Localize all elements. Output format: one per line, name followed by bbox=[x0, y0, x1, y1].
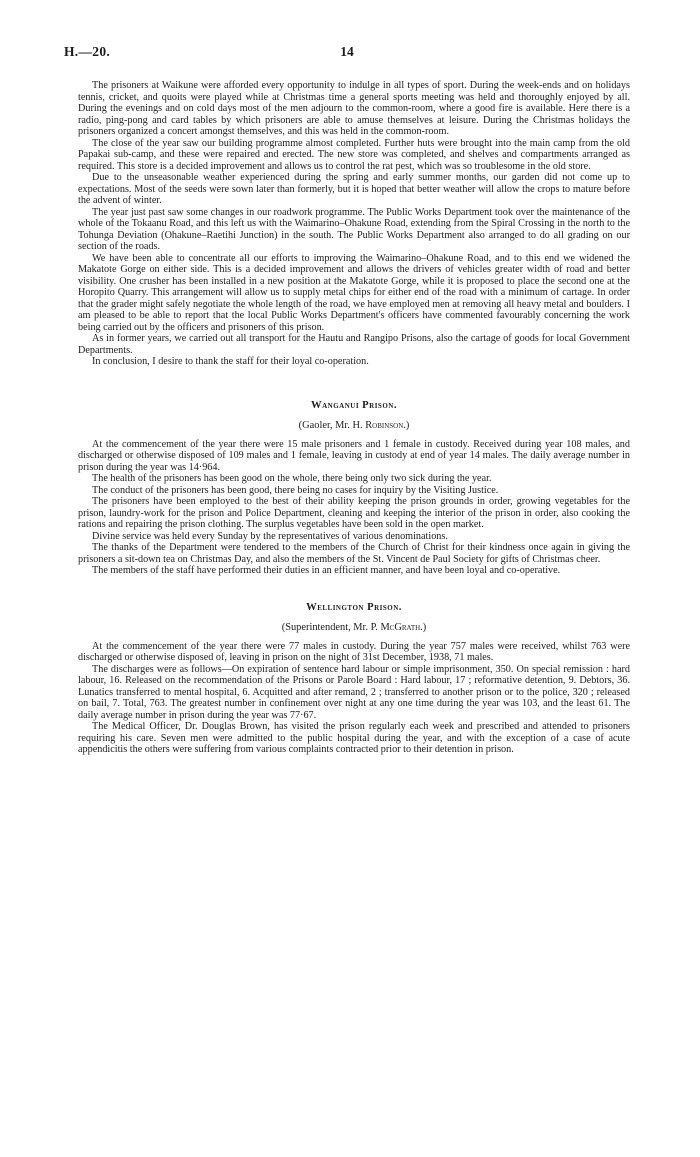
paragraph: The prisoners at Waikune were afforded every opportunity to indulge in all types of sport. During the week-ends and on holidays tennis, cricket, and quoits were played while at Christmas time a general sports meeting was held and thoroughly enjoyed by all. During the evenings and on cold days most of the men adjourn to the common-room, where a good fire is available. Here there is a radio, ping-pong and card tables by which prisoners are able to amuse themselves at leisure. During the Christmas holidays the prisoners organized a concert amongst themselves, and this was held in the common-room. bbox=[78, 80, 630, 137]
paragraph: The conduct of the prisoners has been good, there being no cases for inquiry by the Visiting Justice. bbox=[92, 484, 499, 496]
paragraph: The health of the prisoners has been good on the whole, there being only two sick during the year. bbox=[92, 473, 492, 484]
subtitle-suffix: .) bbox=[403, 419, 410, 431]
title-spacer bbox=[78, 614, 630, 621]
section-title: Wanganui Prison. bbox=[311, 399, 397, 411]
paragraph: The year just past saw some changes in our roadwork programme. The Public Works Department took over the maintenance of the whole of the Tokaanu Road, and this left us with the Waimarino–Ohakune Road, extending from the Spiral Crossing in the north to the Tohunga Deviation (Ohakune–Raetihi Junction) in the south. The Public Works Department also arranged to do all grading on our section of the roads. bbox=[78, 206, 630, 252]
paragraph: We have been able to concentrate all our efforts to improving the Waimarino–Ohakune Road, and to this end we widened the Makatote Gorge on either side. This is a decided improvement and allows the drivers of vehicles greater width of road and better visibility. One crusher has been installed in a new position at the Makatote Gorge, while it is proposed to place the second one at the Horopito Quarry. This arrangement will allow us to supply metal chips for either end of the road with a minimum of cartage. In order that the grader might safely negotiate the whole length of the road, we have employed men at removing all heavy metal and boulders. I am pleased to be able to report that the local Public Works Department's officers have commented favourably concerning the work being carried out by the officers and prisoners of this prison. bbox=[78, 252, 630, 333]
subtitle-suffix: .) bbox=[420, 621, 427, 633]
section-spacer bbox=[78, 368, 630, 399]
section-subtitle bbox=[78, 419, 630, 432]
document-body bbox=[78, 80, 630, 756]
waikune-section bbox=[78, 80, 630, 368]
wanganui-section bbox=[78, 399, 630, 577]
wellington-section bbox=[78, 601, 630, 756]
page-number: 14 bbox=[340, 44, 354, 59]
subtitle-prefix: (Superintendent, Mr. P. bbox=[281, 621, 381, 633]
paragraph: As in former years, we carried out all transport for the Hautu and Rangipo Prisons, also the cartage of goods for local Government Departments. bbox=[78, 333, 630, 356]
paragraph: The thanks of the Department were tendered to the members of the Church of Christ for their kindness once again in giving the prisoners a sit-down tea on Christmas Day, and also the members of the St. Vincent de Paul Society for gifts of Christmas cheer. bbox=[78, 542, 630, 565]
paragraph: At the commencement of the year there were 15 male prisoners and 1 female in custody. Received during year 108 males, and discharged or otherwise disposed of 109 males and 1 female, leaving in custody at end of year 14 males. The daily average number in prison during the year was 14·964. bbox=[78, 438, 630, 473]
paragraph: At the commencement of the year there were 77 males in custody. During the year 757 males were received, whilst 763 were discharged or otherwise disposed of, leaving in prison on the night of 31st December, 1938, 71 males. bbox=[78, 640, 630, 663]
paragraph: The members of the staff have performed their duties in an efficient manner, and have been loyal and co-operative. bbox=[92, 565, 561, 576]
title-spacer bbox=[78, 412, 630, 419]
subtitle-spacer bbox=[78, 634, 630, 641]
section-spacer bbox=[78, 577, 630, 601]
paragraph: The prisoners have been employed to the best of their ability keeping the prison grounds in order, growing vegetables for the prison, laundry-work for the prison and Police Department, cleaning and keeping the interior of the prison in order, also cooking the rations and repairing the prison clothing. The surplus vegetables have been sold in the open market. bbox=[78, 496, 630, 530]
document-reference: H.—20. bbox=[64, 44, 111, 59]
paragraph: The discharges were as follows—On expiration of sentence hard labour or simple imprisonment, 350. On special remission : hard labour, 16. Released on the recommendation of the Prisons or Parole Board : Hard labour, 17 ; reformative detention, 9. Debtors, 36. Lunatics transferred to mental hospital, 6. Acquitted and after remand, 2 ; transferred to another prison or to the police, 320 ; released on bail, 7. Total, 763. The greatest number in confinement over night at any one time during the year was 103, and the least 61. The daily average number in prison during the year was 77·67. bbox=[78, 663, 630, 721]
gaoler-name: Robinson bbox=[365, 419, 404, 431]
subtitle-spacer bbox=[78, 432, 630, 439]
section-subtitle bbox=[78, 621, 630, 634]
paragraph: In conclusion, I desire to thank the staff for their loyal co-operation. bbox=[92, 356, 369, 367]
subtitle-prefix: (Gaoler, Mr. H. bbox=[298, 419, 366, 431]
superintendent-name: McGrath bbox=[380, 621, 421, 633]
paragraph: Due to the unseasonable weather experienced during the spring and early summer months, our garden did not come up to expectations. Most of the seeds were sown later than formerly, but it is hoped that better weather will allow the crops to mature before the advent of winter. bbox=[78, 172, 630, 206]
paragraph: Divine service was held every Sunday by the representatives of various denominations. bbox=[92, 530, 448, 542]
page-header bbox=[64, 44, 630, 64]
paragraph: The Medical Officer, Dr. Douglas Brown, has visited the prison regularly each week and prescribed and attended to prisoners requiring his care. Seven men were admitted to the public hospital during the year, and with the exception of a case of acute appendicitis the others were suffering from various complaints contracted prior to their detention in prison. bbox=[78, 721, 630, 755]
paragraph: The close of the year saw our building programme almost completed. Further huts were brought into the main camp from the old Papakai sub-camp, and these were repaired and erected. The new store was completed, and shelves and compartments arranged as required. This store is a decided improvement and allows us to control the rat pest, which was so troublesome in the old store. bbox=[78, 137, 630, 172]
section-title: Wellington Prison. bbox=[306, 601, 402, 613]
